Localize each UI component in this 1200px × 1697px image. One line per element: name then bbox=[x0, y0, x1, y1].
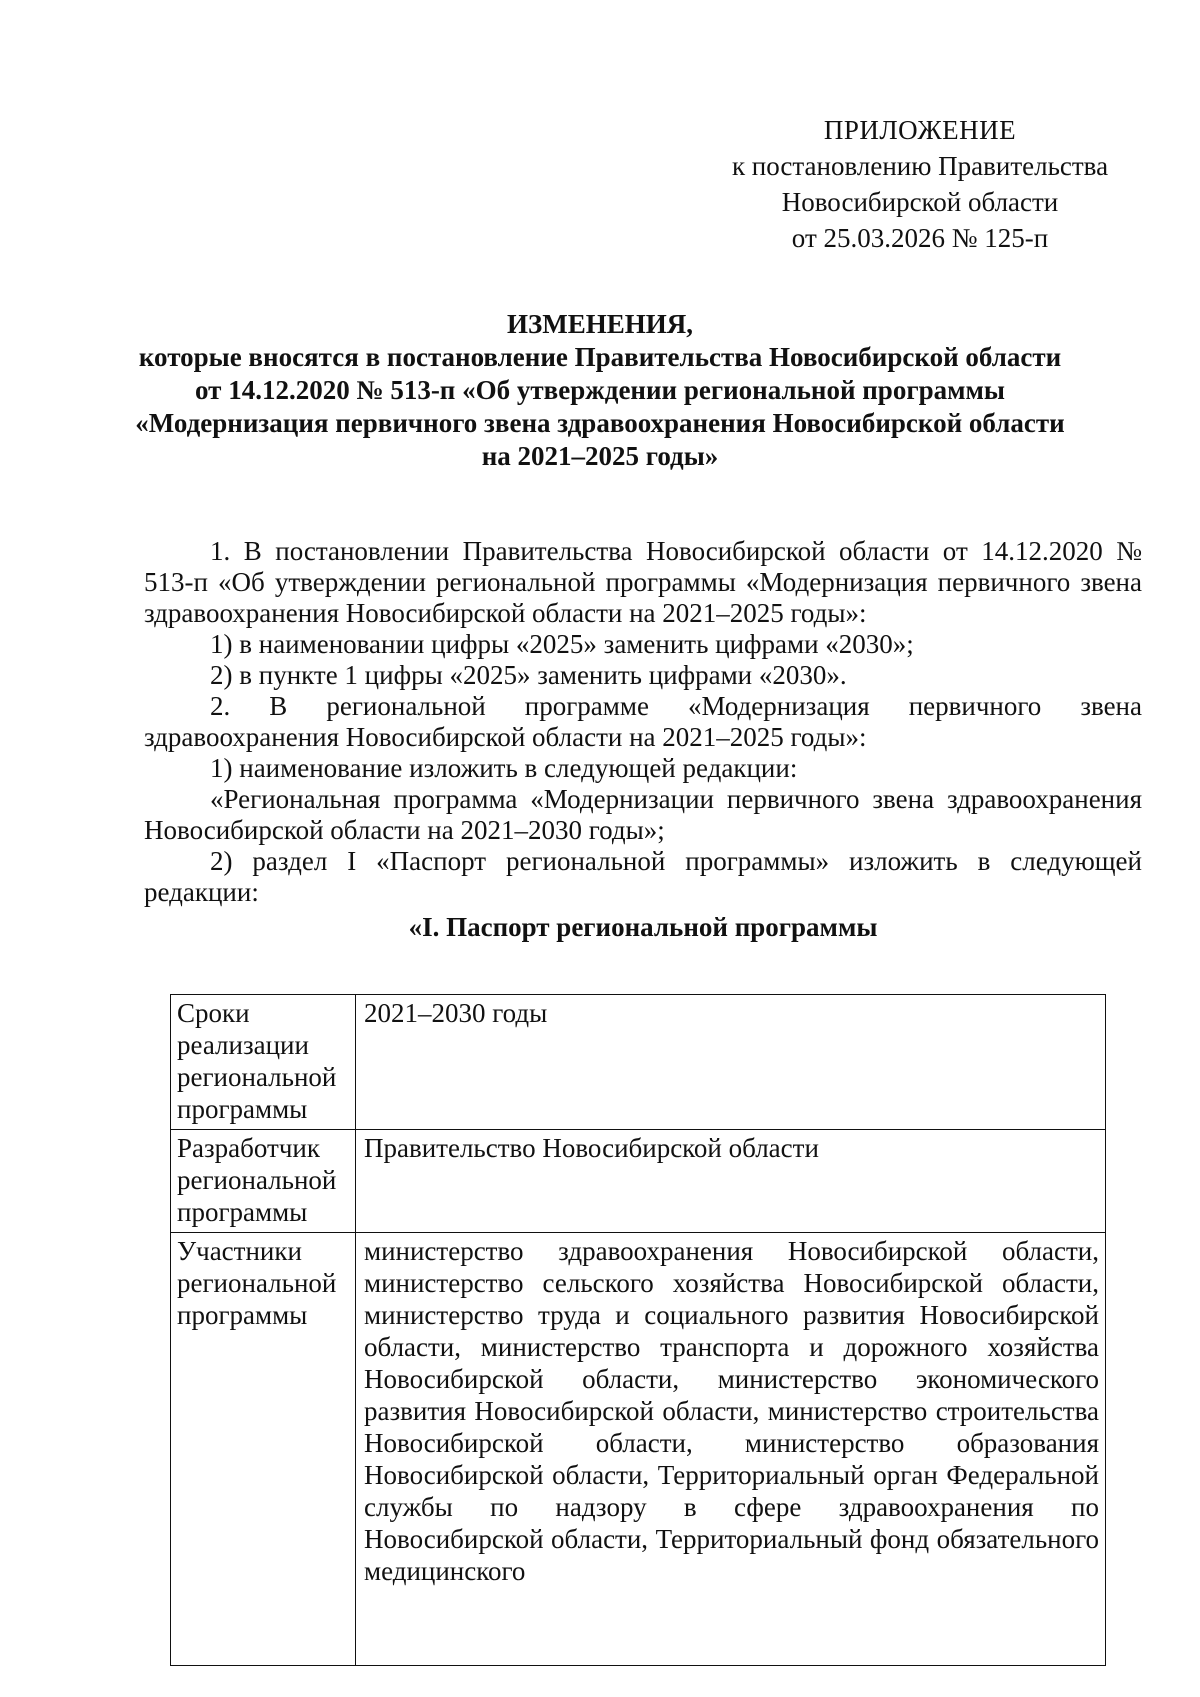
paragraph-1-item-1: 1) в наименовании цифры «2025» заменить цифрами «2030»; bbox=[210, 629, 914, 659]
section-title: «I. Паспорт региональной программы bbox=[408, 912, 878, 942]
appendix-block bbox=[700, 112, 1140, 256]
table-cell-label: Сроки реализации региональной программы bbox=[171, 995, 356, 1130]
paragraph-1-item-2: 2) в пункте 1 цифры «2025» заменить цифрами «2030». bbox=[210, 660, 847, 690]
table-cell-value: министерство здравоохранения Новосибирской области, министерство сельского хозяйства Новосибирской области, министерство труда и социального развития Новосибирской области, министерство транспорта и дорожного хозяйства Новосибирской области, министерство экономического развития Новосибирской области, министерство строительства Новосибирской области, министерство образования Новосибирской области, Территориальный орган Федеральной службы по надзору в сфере здравоохранения по Новосибирской области, Территориальный фонд обязательного медицинского bbox=[356, 1233, 1106, 1666]
table-cell-value: 2021–2030 годы bbox=[356, 995, 1106, 1130]
appendix-line-2: Новосибирской области bbox=[781, 187, 1059, 217]
appendix-line-3: от 25.03.2026 № 125-п bbox=[791, 223, 1049, 253]
table-cell-value: Правительство Новосибирской области bbox=[356, 1130, 1106, 1233]
document-heading bbox=[130, 308, 1070, 473]
heading-line-5: на 2021–2025 годы» bbox=[481, 441, 719, 471]
table-cell-label: Разработчик региональной программы bbox=[171, 1130, 356, 1233]
appendix-line-1: к постановлению Правительства bbox=[731, 151, 1109, 181]
heading-line-4: «Модернизация первичного звена здравоохранения Новосибирской области bbox=[135, 408, 1065, 438]
table-row bbox=[171, 1233, 1106, 1666]
heading-line-1: ИЗМЕНЕНИЯ, bbox=[506, 309, 693, 339]
heading-line-3: от 14.12.2020 № 513-п «Об утверждении региональной программы bbox=[195, 375, 1005, 405]
paragraph-2-new-name: «Региональная программа «Модернизации первичного звена здравоохранения Новосибирской области на 2021–2030 годы»; bbox=[144, 784, 1142, 845]
document-body bbox=[144, 536, 1142, 943]
table-cell-label: Участники региональной программы bbox=[171, 1233, 356, 1666]
appendix-title: ПРИЛОЖЕНИЕ bbox=[823, 115, 1017, 145]
paragraph-2: 2. В региональной программе «Модернизация первичного звена здравоохранения Новосибирской области на 2021–2025 годы»: bbox=[144, 691, 1142, 752]
paragraph-2-item-1: 1) наименование изложить в следующей редакции: bbox=[210, 753, 798, 783]
table-row bbox=[171, 995, 1106, 1130]
table-row bbox=[171, 1130, 1106, 1233]
paragraph-1: 1. В постановлении Правительства Новосибирской области от 14.12.2020 № 513-п «Об утверждении региональной программы «Модернизация первичного звена здравоохранения Новосибирской области на 2021–2025 годы»: bbox=[144, 536, 1142, 628]
passport-table bbox=[170, 994, 1106, 1666]
paragraph-2-item-2: 2) раздел I «Паспорт региональной программы» изложить в следующей редакции: bbox=[144, 846, 1142, 907]
heading-line-2: которые вносятся в постановление Правительства Новосибирской области bbox=[138, 342, 1062, 372]
